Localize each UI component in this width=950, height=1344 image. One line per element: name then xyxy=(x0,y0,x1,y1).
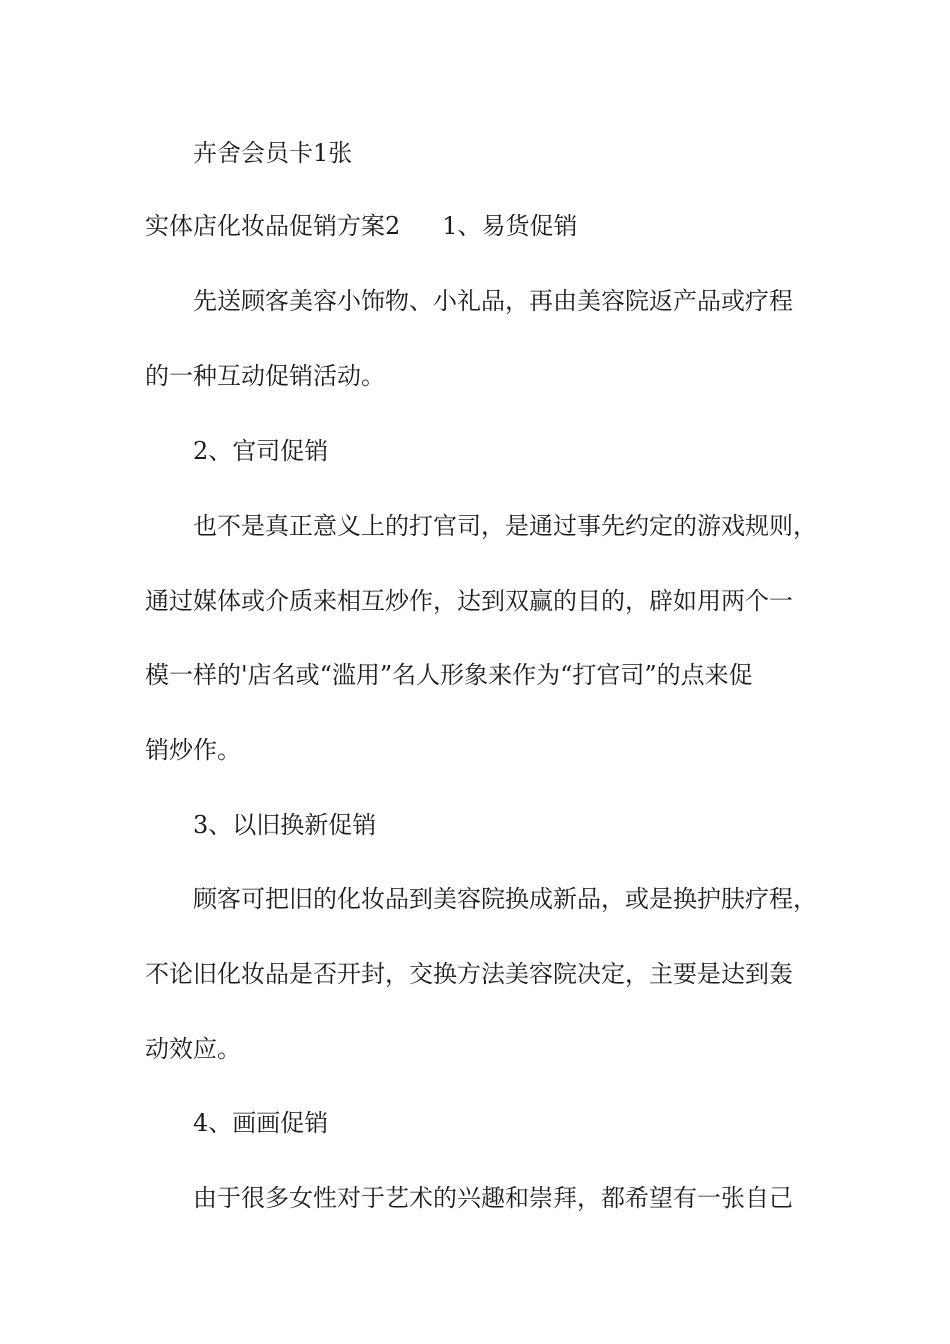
paragraph-line: 的一种互动促销活动。 xyxy=(145,362,385,390)
heading-lawsuit-promotion: 2、官司促销 xyxy=(193,437,329,465)
paragraph-line: 通过媒体或介质来相互炒作，达到双赢的目的，辟如用两个一 xyxy=(145,587,793,615)
paragraph-line: 模一样的'店名或“滥用”名人形象来作为“打官司”的点来促 xyxy=(145,661,753,689)
heading-barter-promotion: 1、易货促销 xyxy=(442,212,578,240)
paragraph-line: 不论旧化妆品是否开封，交换方法美容院决定，主要是达到轰 xyxy=(145,960,793,988)
paragraph-line: 销炒作。 xyxy=(145,736,241,764)
member-card-line: 卉舍会员卡1张 xyxy=(193,139,353,167)
heading-painting-promotion: 4、画画促销 xyxy=(193,1109,329,1137)
paragraph-line: 动效应。 xyxy=(145,1035,241,1063)
document-title: 实体店化妆品促销方案2 xyxy=(145,212,401,240)
paragraph-line: 也不是真正意义上的打官司，是通过事先约定的游戏规则， xyxy=(193,512,817,540)
heading-trade-in-promotion: 3、以旧换新促销 xyxy=(193,811,377,839)
paragraph-line: 顾客可把旧的化妆品到美容院换成新品，或是换护肤疗程， xyxy=(193,885,817,913)
paragraph-line: 先送顾客美容小饰物、小礼品，再由美容院返产品或疗程 xyxy=(193,287,793,315)
paragraph-line: 由于很多女性对于艺术的兴趣和崇拜，都希望有一张自己 xyxy=(193,1184,793,1212)
section-title-line xyxy=(145,212,845,240)
